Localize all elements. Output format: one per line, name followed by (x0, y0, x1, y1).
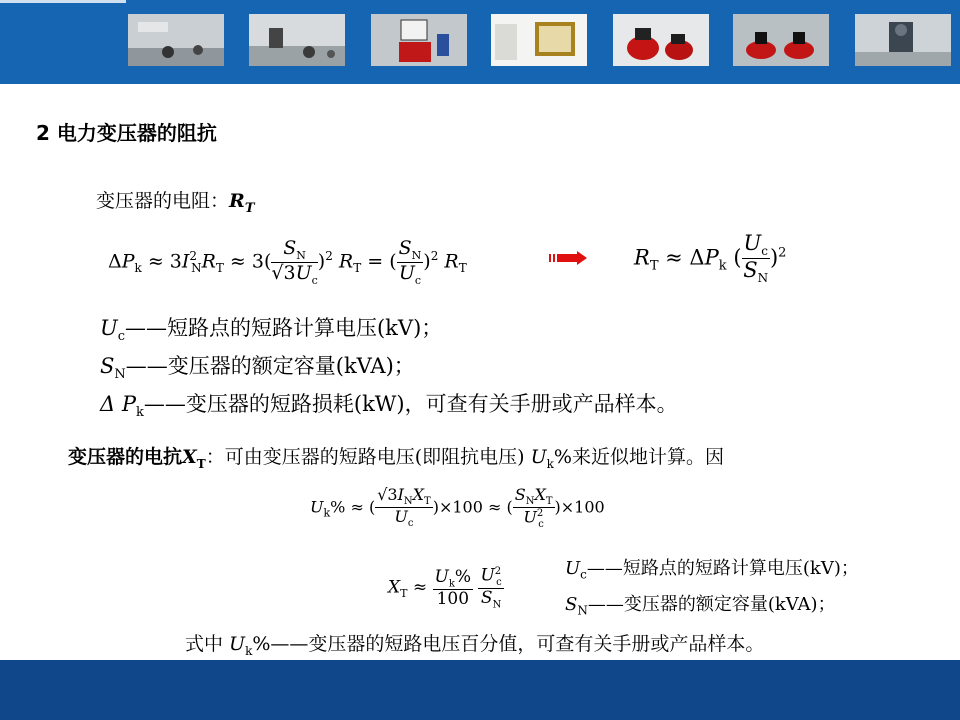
definition-uc-2: $U_c——$短路点的短路计算电压(kV)； (565, 558, 859, 582)
section-heading: 2 电力变压器的阻抗 (36, 121, 217, 145)
robot-photo-1 (128, 14, 224, 66)
definition-uc: $U_c——$短路点的短路计算电压(kV)； (100, 316, 443, 345)
reactance-paragraph: 变压器的电抗$X_T$：可由变压器的短路电压(即阻抗电压) $U_k\%$来近似地计算。因 (68, 446, 724, 471)
uk-percent-note: 式中 $U_k\%——$变压器的短路电压百分值，可查有关手册或产品样本。 (185, 633, 765, 658)
resistance-result-equation: $R_T \approx \Delta P_k$ ( $\frac{U_c}{S_N}$ )$^2$ (634, 231, 787, 286)
right-arrow-icon (549, 250, 589, 269)
definition-sn: $S_N——$变压器的额定容量(kVA)； (100, 354, 415, 383)
robot-photo-7 (855, 14, 951, 66)
reactance-result-equation: $X_T$ ≈ $\frac{U_k\%}{100}$ $\frac{U^2_c}{S_N}$ (388, 565, 502, 611)
header-band (0, 0, 960, 84)
robot-photo-2 (249, 14, 345, 66)
resistance-subtitle (96, 186, 255, 216)
robot-photo-3 (371, 14, 467, 66)
robot-photo-5 (613, 14, 709, 66)
definition-sn-2: $S_N——$变压器的额定容量(kVA)； (565, 594, 836, 618)
resistance-label: 变压器的电阻： (96, 190, 230, 212)
footer-band (0, 660, 960, 720)
uk-percent-equation: $U_k\%$ ≈ ( $\frac{√3I_NX_T}{U_c}$ )×100 ≈ ( $\frac{S_NX_T}{U^2_c}$ )×100 (310, 485, 605, 530)
robot-photo-6 (733, 14, 829, 66)
resistance-derivation-equation: $\Delta P_k \approx 3I^2_NR_T \approx 3$( $\frac{S_N}{√3U_c}$ )$^2$ $R_T$ = ( $\frac{S_N}{U_c}$ )$^2$ $R_T$ (108, 237, 467, 287)
reactance-label: 变压器的电抗 (68, 446, 183, 468)
certificate-photo (491, 14, 587, 66)
header-accent-line (0, 0, 126, 3)
definition-delta-pk: Δ $P_k——$变压器的短路损耗(kW)，可查有关手册或产品样本。 (100, 392, 678, 421)
resistance-symbol: $R_T$ (229, 190, 255, 216)
